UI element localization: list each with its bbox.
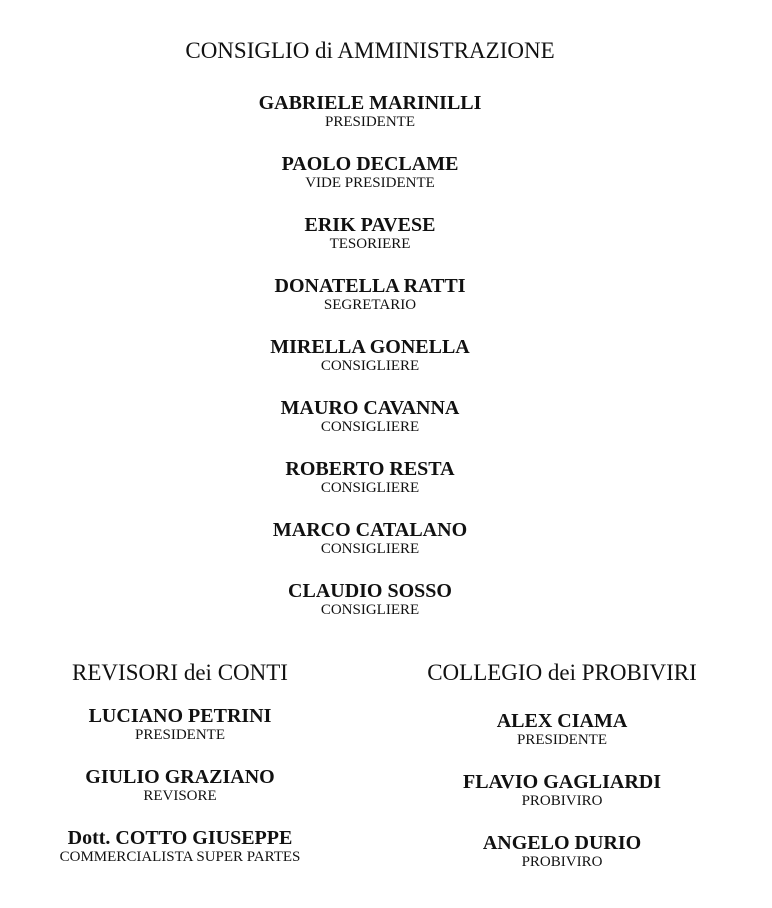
member-role: PROBIVIRO — [521, 793, 603, 809]
consiglio-member — [273, 519, 467, 558]
consiglio-member — [285, 458, 454, 497]
consiglio-member — [281, 397, 460, 436]
revisori-member — [89, 705, 272, 744]
consiglio-member — [282, 153, 459, 192]
member-name: ERIK PAVESE — [304, 214, 436, 236]
member-role: CONSIGLIERE — [320, 602, 420, 618]
probiviri-member — [497, 710, 628, 749]
probiviri-member — [463, 771, 661, 810]
revisori-member — [60, 827, 301, 866]
member-name: CLAUDIO SOSSO — [288, 580, 452, 602]
member-role: REVISORE — [143, 788, 217, 804]
member-role: VIDE PRESIDENTE — [305, 175, 435, 191]
member-name: MAURO CAVANNA — [280, 397, 460, 419]
member-role: PROBIVIRO — [521, 854, 603, 870]
member-name: PAOLO DECLAME — [281, 153, 459, 175]
consiglio-title: CONSIGLIO di AMMINISTRAZIONE — [185, 38, 555, 63]
member-role: TESORIERE — [329, 236, 411, 252]
member-name: LUCIANO PETRINI — [88, 705, 272, 727]
member-role: CONSIGLIERE — [320, 419, 420, 435]
consiglio-member — [259, 92, 482, 131]
member-name: MARCO CATALANO — [272, 519, 468, 541]
member-name: ANGELO DURIO — [482, 832, 642, 854]
member-name: FLAVIO GAGLIARDI — [463, 771, 661, 793]
member-role: COMMERCIALISTA SUPER PARTES — [59, 849, 301, 865]
member-name: DONATELLA RATTI — [274, 275, 466, 297]
member-name: ALEX CIAMA — [496, 710, 628, 732]
member-role: CONSIGLIERE — [320, 358, 420, 374]
revisori-member — [85, 766, 274, 805]
consiglio-member — [305, 214, 436, 253]
consiglio-member — [270, 336, 469, 375]
member-role: PRESIDENTE — [324, 114, 415, 130]
probiviri-member — [483, 832, 641, 871]
member-name: GIULIO GRAZIANO — [85, 766, 275, 788]
consiglio-member — [275, 275, 466, 314]
member-role: CONSIGLIERE — [320, 480, 420, 496]
consiglio-member — [288, 580, 452, 619]
member-role: CONSIGLIERE — [320, 541, 420, 557]
member-name: Dott. COTTO GIUSEPPE — [67, 827, 293, 849]
member-name: MIRELLA GONELLA — [270, 336, 470, 358]
member-name: GABRIELE MARINILLI — [258, 92, 482, 114]
probiviri-title: COLLEGIO dei PROBIVIRI — [427, 660, 697, 685]
member-name: ROBERTO RESTA — [285, 458, 455, 480]
member-role: SEGRETARIO — [323, 297, 417, 313]
member-role: PRESIDENTE — [517, 732, 607, 748]
revisori-title: REVISORI dei CONTI — [72, 660, 288, 685]
member-role: PRESIDENTE — [135, 727, 225, 743]
